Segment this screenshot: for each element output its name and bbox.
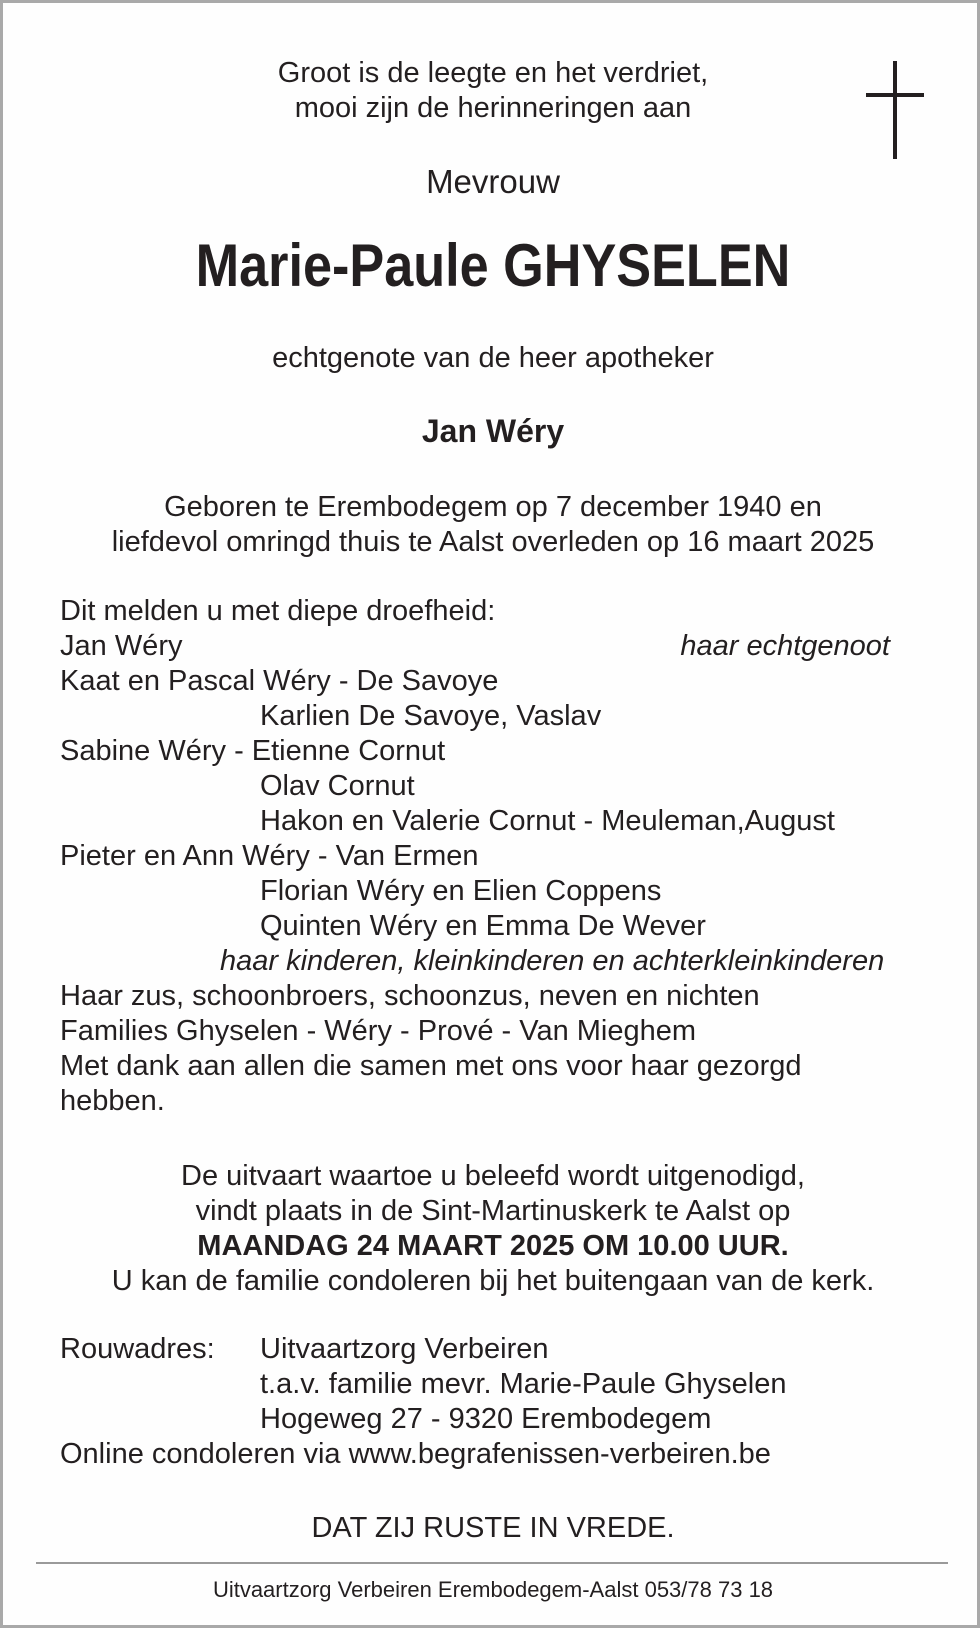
intro-line-1: Groot is de leegte en het verdriet, [277,57,709,89]
intro-line-2: mooi zijn de herinneringen aan [294,92,692,124]
salutation: Mevrouw [426,163,560,200]
family-heading: Dit melden u met diepe droefheid: [60,595,496,627]
birth-line: Geboren te Erembodegem op 7 december 1940 en [164,491,822,523]
family-line: Hakon en Valerie Cornut - Meuleman,August [260,805,835,837]
address-line-2: t.a.v. familie mevr. Marie-Paule Ghyselen [260,1368,787,1400]
footer: Uitvaartzorg Verbeiren Erembodegem-Aalst 053/78 73 18 [212,1577,774,1602]
funeral-line-4: U kan de familie condoleren bij het buitengaan van de kerk. [111,1265,875,1297]
intro-quote [3,56,980,126]
spouse-name: Jan Wéry [421,413,565,449]
families-line: Families Ghyselen - Wéry - Prové - Van Mieghem [60,1015,697,1047]
closing-line: DAT ZIJ RUSTE IN VREDE. [311,1512,675,1544]
divider [36,1562,948,1564]
husband-name: Jan Wéry [60,630,183,662]
relatives-line: Haar zus, schoonbroers, schoonzus, neven en nichten [60,980,760,1012]
thanks-line-1: Met dank aan allen die samen met ons voor haar gezorgd [60,1050,802,1082]
family-line: Karlien De Savoye, Vaslav [260,700,602,732]
online-condolence: Online condoleren via www.begrafenissen-verbeiren.be [60,1438,771,1470]
family-line: Olav Cornut [260,770,415,802]
family-line: Sabine Wéry - Etienne Cornut [60,735,446,767]
family-line: Quinten Wéry en Emma De Wever [260,910,706,942]
funeral-info [3,1159,980,1299]
death-line: liefdevol omringd thuis te Aalst overleden op 16 maart 2025 [111,526,875,558]
family-line: Pieter en Ann Wéry - Van Ermen [60,840,479,872]
family-line: Florian Wéry en Elien Coppens [260,875,662,907]
funeral-line-2: vindt plaats in de Sint-Martinuskerk te Aalst op [195,1195,791,1227]
thanks-line-2: hebben. [60,1085,165,1117]
spouse-intro: echtgenote van de heer apotheker [272,342,714,374]
husband-row [60,629,940,664]
birth-death-info [3,490,980,560]
family-line: Kaat en Pascal Wéry - De Savoye [60,665,499,697]
funeral-line-1: De uitvaart waartoe u beleefd wordt uitgenodigd, [181,1160,805,1192]
husband-role: haar echtgenoot [680,630,890,662]
funeral-datetime: MAANDAG 24 MAART 2025 OM 10.00 UUR. [197,1230,789,1262]
mourning-address [60,1332,940,1472]
family-list [60,594,940,1119]
address-line-1: Uitvaartzorg Verbeiren [260,1333,549,1365]
address-label: Rouwadres: [60,1333,215,1365]
deceased-name: Marie-Paule GHYSELEN [195,232,791,299]
children-caption: haar kinderen, kleinkinderen en achterkleinkinderen [220,945,885,977]
address-line-3: Hogeweg 27 - 9320 Erembodegem [260,1403,712,1435]
